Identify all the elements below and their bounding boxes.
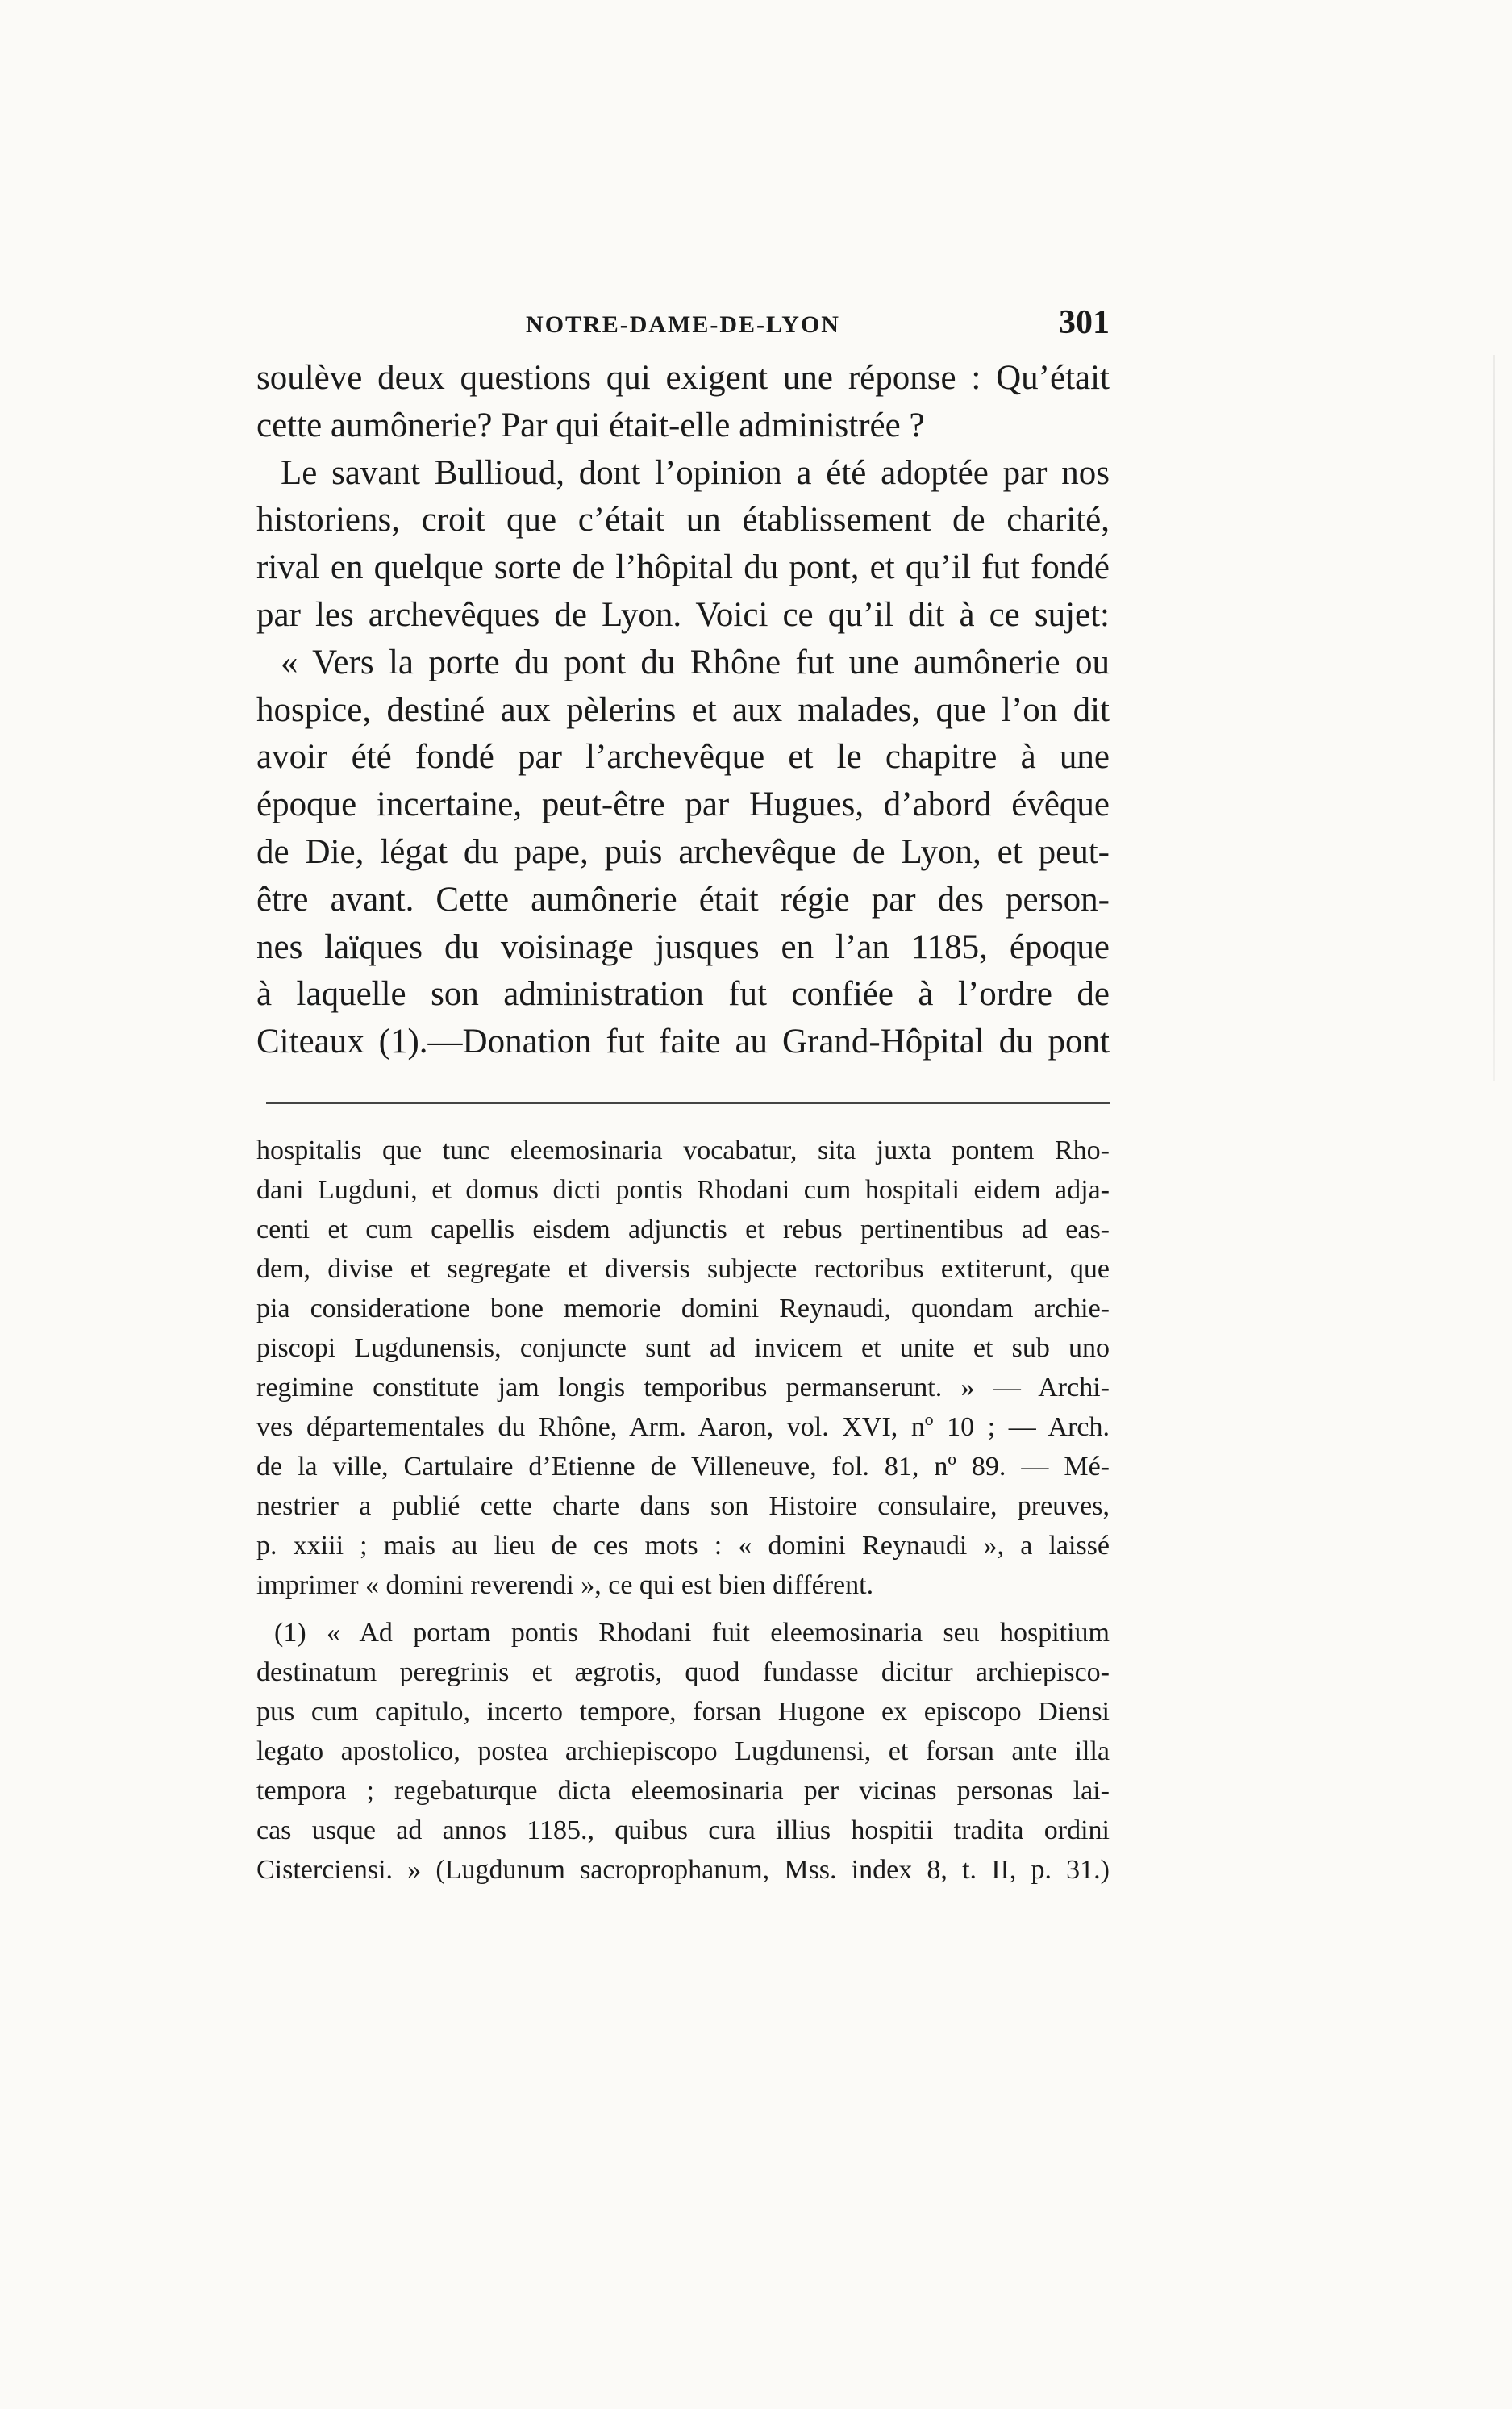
footnote-gap bbox=[256, 1605, 1110, 1613]
text-line: par les archevêques de Lyon. Voici ce qu’il dit à ce sujet: bbox=[256, 595, 1110, 634]
footnote-line: centi et cum capellis eisdem adjunctis et rebus pertinentibus ad eas- bbox=[256, 1215, 1110, 1244]
text-line: être avant. Cette aumônerie était régie par des person- bbox=[256, 880, 1110, 919]
page-number: 301 bbox=[1059, 304, 1110, 341]
footnote-line: hospitalis que tunc eleemosinaria vocabatur, sita juxta pontem Rho- bbox=[256, 1136, 1110, 1165]
footnote-line: nestrier a publié cette charte dans son Histoire consulaire, preuves, bbox=[256, 1491, 1110, 1521]
text-line: hospice, destiné aux pèlerins et aux malades, que l’on dit bbox=[256, 690, 1110, 729]
text-line: Le savant Bullioud, dont l’opinion a été adoptée par nos bbox=[281, 453, 1110, 492]
text-line: époque incertaine, peut-être par Hugues, d’abord évêque bbox=[256, 786, 1110, 824]
footnote-line: Cisterciensi. » (Lugdunum sacroprophanum, Mss. index 8, t. II, p. 31.) bbox=[256, 1855, 1110, 1885]
page-header bbox=[256, 303, 1110, 352]
footnote-line: de la ville, Cartulaire d’Etienne de Villeneuve, fol. 81, nº 89. — Mé- bbox=[256, 1452, 1110, 1482]
page-edge-shadow bbox=[1493, 355, 1495, 1081]
footnote-line: (1) « Ad portam pontis Rhodani fuit eleemosinaria seu hospitium bbox=[274, 1618, 1110, 1648]
text-line: historiens, croit que c’était un établissement de charité, bbox=[256, 501, 1110, 540]
footnote-line: legato apostolico, postea archiepiscopo Lugdunensi, et forsan ante illa bbox=[256, 1736, 1110, 1766]
footnote-1 bbox=[256, 1613, 1110, 1890]
footnote-line: dani Lugduni, et domus dicti pontis Rhodani cum hospitali eidem adja- bbox=[256, 1175, 1110, 1205]
footnote-line: piscopi Lugdunensis, conjuncte sunt ad invicem et unite et sub uno bbox=[256, 1333, 1110, 1363]
text-line: rival en quelque sorte de l’hôpital du pont, et qu’il fut fondé bbox=[256, 548, 1110, 587]
footnote-line: pia consideratione bone memorie domini Reynaudi, quondam archie- bbox=[256, 1294, 1110, 1323]
footnote-divider bbox=[266, 1102, 1110, 1104]
footnote-line: tempora ; regebaturque dicta eleemosinaria per vicinas personas lai- bbox=[256, 1776, 1110, 1806]
footnote-line: imprimer « domini reverendi », ce qui est bien différent. bbox=[256, 1570, 874, 1600]
footnote-line: destinatum peregrinis et ægrotis, quod fundasse dicitur archiepisco- bbox=[256, 1657, 1110, 1687]
text-line: avoir été fondé par l’archevêque et le chapitre à une bbox=[256, 738, 1110, 777]
text-line: cette aumônerie? Par qui était-elle administrée ? bbox=[256, 406, 925, 444]
text-line: nes laïques du voisinage jusques en l’an 1185, époque bbox=[256, 927, 1110, 966]
footnote-line: ves départementales du Rhône, Arm. Aaron, vol. XVI, nº 10 ; — Arch. bbox=[256, 1412, 1110, 1442]
text-line: de Die, légat du pape, puis archevêque de Lyon, et peut- bbox=[256, 832, 1110, 871]
footnote-line: regimine constitute jam longis temporibus permanserunt. » — Archi- bbox=[256, 1373, 1110, 1402]
footnotes bbox=[256, 1131, 1110, 1890]
footnote-line: dem, divise et segregate et diversis subjecte rectoribus extiterunt, que bbox=[256, 1254, 1110, 1284]
running-title: NOTRE-DAME-DE-LYON bbox=[526, 311, 840, 338]
text-line: soulève deux questions qui exigent une réponse : Qu’était bbox=[256, 359, 1110, 397]
footnote-continuation bbox=[256, 1131, 1110, 1605]
text-line: « Vers la porte du pont du Rhône fut une aumônerie ou bbox=[281, 643, 1110, 681]
text-line: à laquelle son administration fut confiée à l’ordre de bbox=[256, 975, 1110, 1014]
text-line: Citeaux (1).—Donation fut faite au Grand-Hôpital du pont bbox=[256, 1023, 1110, 1061]
footnote-line: cas usque ad annos 1185., quibus cura illius hospitii tradita ordini bbox=[256, 1815, 1110, 1845]
footnote-line: p. xxiii ; mais au lieu de ces mots : « domini Reynaudi », a laissé bbox=[256, 1531, 1110, 1561]
footnote-line: pus cum capitulo, incerto tempore, forsan Hugone ex episcopo Diensi bbox=[256, 1697, 1110, 1727]
main-text bbox=[256, 355, 1110, 1066]
